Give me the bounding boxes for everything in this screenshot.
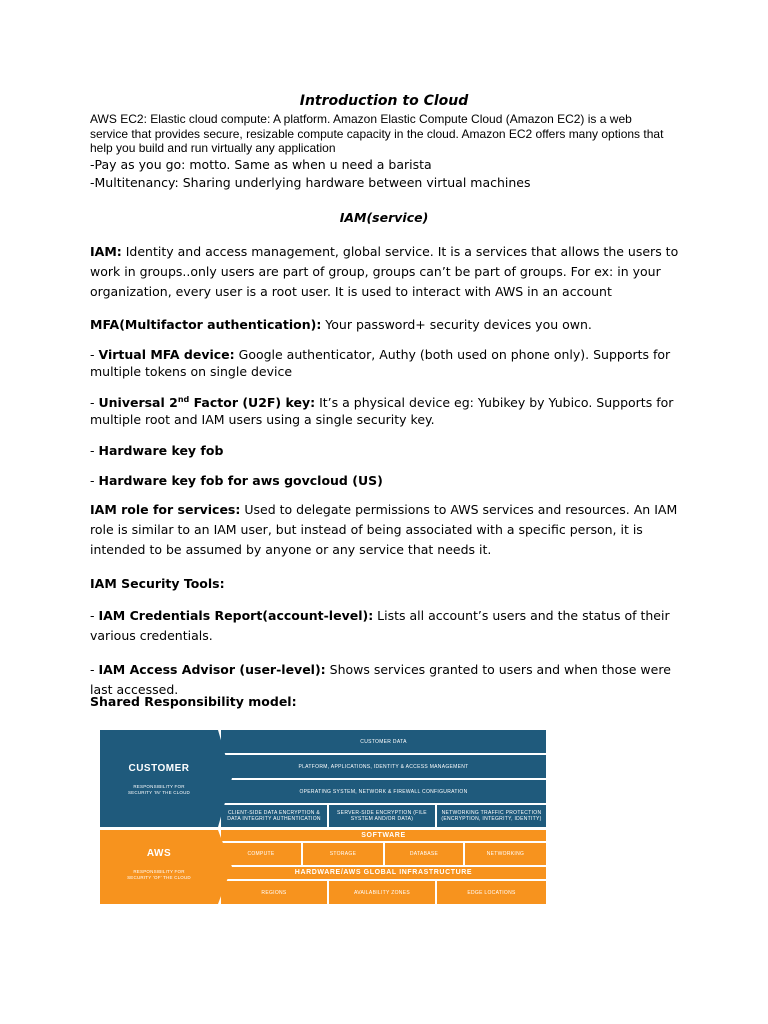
ec2-line-2: service that provides secure, resizable compute capacity in the cloud. Amazon EC2 offers many options that: [90, 127, 664, 141]
bullet-dash: -: [90, 608, 99, 623]
aws-block: [100, 830, 218, 904]
edge-locations-cell: EDGE LOCATIONS: [437, 881, 546, 904]
iam-text: Identity and access management, global service. It is a services that allows the users to work in groups..only users are part of group, groups can’t be part of groups. For ex: in your organization, every user is a root user. It is used to interact with AWS in an account: [90, 244, 679, 299]
hardware-fob-gov-label: Hardware key fob for aws govcloud (US): [98, 473, 383, 488]
customer-title: CUSTOMER: [128, 763, 190, 774]
mfa-label: MFA(Multifactor authentication):: [90, 317, 322, 332]
shared-responsibility-heading: [90, 692, 680, 712]
iam-role-paragraph: [90, 500, 680, 560]
u2f-label-a: Universal 2: [98, 395, 178, 410]
customer-block: [100, 730, 218, 827]
ec2-line-3: help you build and run virtually any application: [90, 141, 336, 155]
database-cell: DATABASE: [385, 843, 463, 865]
security-tools-heading: [90, 574, 680, 594]
compute-cell: COMPUTE: [221, 843, 301, 865]
iam-label: IAM:: [90, 244, 122, 259]
client-side-cell: CLIENT-SIDE DATA ENCRYPTION & DATA INTEGRITY AUTHENTICATION: [221, 805, 327, 827]
pay-as-you-go: -Pay as you go: motto. Same as when u need a barista: [90, 157, 432, 172]
bullet-dash: -: [90, 347, 99, 362]
ec2-line-1: AWS EC2: Elastic cloud compute: A platform. Amazon Elastic Compute Cloud (Amazon EC2) is a web: [90, 112, 632, 126]
u2f-label-sup: nd: [177, 394, 190, 404]
hardware-fob-item: [90, 441, 680, 461]
credentials-report-label: IAM Credentials Report(account-level):: [98, 608, 374, 623]
hardware-fob-gov-item: [90, 471, 680, 491]
iam-role-text: Used to delegate permissions to AWS services and resources. An IAM role is similar to an IAM user, but instead of being associated with a specific person, it is intended to be assumed by anyone or any service that needs it.: [90, 502, 678, 557]
platform-cell: PLATFORM, APPLICATIONS, IDENTITY & ACCESS MANAGEMENT: [221, 755, 546, 778]
iam-heading: IAM(service): [339, 210, 429, 225]
shared-responsibility-diagram: [100, 730, 546, 904]
credentials-report-text: Lists all account’s users and the status of their various credentials.: [90, 608, 670, 643]
multitenancy: -Multitenancy: Sharing underlying hardware between virtual machines: [90, 175, 531, 190]
os-cell: OPERATING SYSTEM, NETWORK & FIREWALL CONFIGURATION: [221, 780, 546, 803]
software-header: SOFTWARE: [221, 830, 546, 841]
networking-traffic-cell: NETWORKING TRAFFIC PROTECTION (ENCRYPTION, INTEGRITY, IDENTITY): [437, 805, 546, 827]
bullet-dash: -: [90, 443, 99, 458]
customer-data-cell: CUSTOMER DATA: [221, 730, 546, 753]
customer-subtitle: RESPONSIBILITY FOR SECURITY ‘IN’ THE CLOUD: [127, 784, 191, 795]
bullet-dash: -: [90, 395, 99, 410]
security-tools-label: IAM Security Tools:: [90, 576, 225, 591]
storage-cell: STORAGE: [303, 843, 383, 865]
page-title: Introduction to Cloud: [299, 93, 469, 109]
aws-subtitle: RESPONSIBILITY FOR SECURITY ‘OF’ THE CLOUD: [127, 869, 191, 880]
networking-cell: NETWORKING: [465, 843, 546, 865]
access-advisor-label: IAM Access Advisor (user-level):: [98, 662, 326, 677]
virtual-mfa-paragraph: [90, 346, 680, 380]
regions-cell: REGIONS: [221, 881, 327, 904]
hardware-header: HARDWARE/AWS GLOBAL INFRASTRUCTURE: [221, 867, 546, 879]
mfa-text: Your password+ security devices you own.: [321, 317, 592, 332]
access-advisor-text: Shows services granted to users and when those were last accessed.: [90, 662, 671, 697]
iam-paragraph: [90, 242, 680, 302]
u2f-label-b: Factor (U2F) key:: [189, 395, 316, 410]
u2f-label: [98, 395, 315, 410]
mfa-paragraph: [90, 315, 680, 335]
hardware-fob-label: Hardware key fob: [98, 443, 224, 458]
server-side-cell: SERVER-SIDE ENCRYPTION (FILE SYSTEM AND/OR DATA): [329, 805, 435, 827]
credentials-report-paragraph: [90, 606, 680, 646]
u2f-text: It’s a physical device eg: Yubikey by Yubico. Supports for multiple root and IAM users using a single security key.: [90, 395, 674, 427]
iam-role-label: IAM role for services:: [90, 502, 241, 517]
shared-responsibility-label: Shared Responsibility model:: [90, 694, 297, 709]
bullet-dash: -: [90, 662, 99, 677]
availability-zones-cell: AVAILABILITY ZONES: [329, 881, 435, 904]
bullet-dash: -: [90, 473, 99, 488]
virtual-mfa-label: Virtual MFA device:: [98, 347, 235, 362]
u2f-paragraph: [90, 394, 680, 428]
virtual-mfa-text: Google authenticator, Authy (both used on phone only). Supports for multiple tokens on single device: [90, 347, 671, 379]
aws-title: AWS: [146, 848, 172, 859]
